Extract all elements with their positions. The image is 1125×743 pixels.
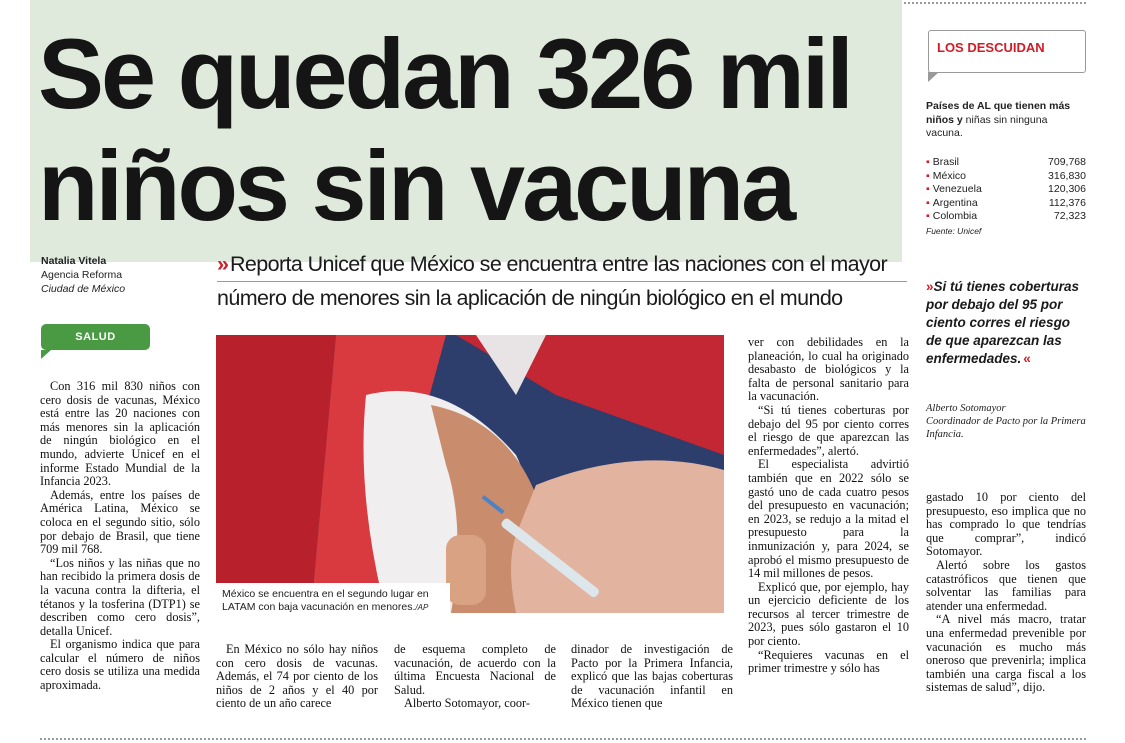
sidebar-table: [926, 156, 1086, 236]
quote-close-chevron-icon: «: [1023, 351, 1028, 366]
paragraph: “Requieres vacunas en el primer trimestre y sólo has: [748, 647, 909, 676]
paragraph: dinador de investigación de Pacto por la Primera Infancia, explicó que las bajas coberturas de vacunación infantil en México tienen que: [571, 642, 733, 711]
attribution-role: Coordinador de Pacto por la Primera Infancia.: [926, 416, 1086, 441]
sidebar-intro-bold: Países de AL que tienen más niños y: [926, 100, 1071, 126]
pull-quote-text: Si tú tienes coberturas por debajo del 95 por ciento corres el riesgo de que aparezcan las enfermedades.: [926, 279, 1080, 366]
headline-line-1: Se quedan 326 mil: [38, 18, 851, 129]
chevron-icon: »: [217, 252, 224, 276]
paragraph: “A nivel más macro, tratar una enfermedad prevenible por vacunación es mucho más oneroso que prevenirla; implica también una carga fiscal a los sistemas de salud”, dijo.: [926, 612, 1086, 695]
byline-author: Natalia Vitela: [41, 255, 107, 267]
body-column-4: [571, 643, 733, 711]
country-name: ▪ México: [926, 170, 966, 184]
paragraph: El especialista advirtió también que en 2022 sólo se gastó uno de cada cuatro pesos del presupuesto en vacunación; en 2023, se redujo a la mitad el presupuesto para la inmunización y, para 2024, se aprobó el mismo presupuesto de 14 mil millones de pesos.: [748, 457, 909, 581]
section-tag-salud: SALUD: [41, 324, 150, 350]
vaccination-photo: [216, 335, 724, 613]
subheadline-line-2: número de menores sin la aplicación de ningún biológico en el mundo: [217, 286, 843, 310]
sidebar-source: Fuente: Unicef: [926, 225, 982, 236]
photo-caption: [216, 583, 450, 618]
sidebar-intro: [926, 100, 1086, 141]
paragraph: “Los niños y las niñas que no han recibido la primera dosis de la vacuna contra la difteria, el tétanos y la tosferina (DTP1) se describen como cero dosis”, detalla Unicef.: [40, 555, 200, 638]
bottom-rule: [40, 738, 1086, 740]
country-name: ▪ Brasil: [926, 156, 959, 170]
child-hand: [446, 535, 486, 605]
nurse-hand: [511, 460, 724, 613]
paragraph: Además, entre los países de América Latina, México se coloca en el segundo sitio, sólo por debajo de Brasil, que tiene 709 mil 768.: [40, 487, 200, 557]
paragraph: Explicó que, por ejemplo, hay un ejercicio deficiente de los recursos al tercer trimestre de 2023, pues sólo gastaron el 10 por ciento.: [748, 579, 909, 649]
paragraph: gastado 10 por ciento del presupuesto, eso implica que no has comprado lo que tendrías que comprar”, indicó Sotomayor.: [926, 490, 1086, 559]
attribution-name: Alberto Sotomayor: [926, 403, 1006, 414]
quote-attribution: [926, 402, 1091, 442]
headline-line-2: niños sin vacuna: [38, 130, 794, 241]
table-row: [926, 210, 1086, 224]
sidebar-intro-rest: niñas sin ninguna vacuna.: [926, 113, 1048, 139]
paragraph: “Si tú tienes coberturas por debajo del 95 por ciento corres el riesgo de que aparezcan las enfermedades”, alertó.: [748, 402, 909, 458]
headline: [38, 18, 898, 242]
photo-credit: /AP: [415, 603, 429, 612]
paragraph: Alertó sobre los gastos catastróficos que tienen que solventar las familias para atender una enfermedad.: [926, 557, 1086, 613]
country-value: 709,768: [1048, 156, 1086, 168]
pull-quote: [926, 278, 1086, 368]
paragraph: En México no sólo hay niños con cero dosis de vacunas. Además, el 74 por ciento de los niños de 2 años y el 40 por ciento de un año carece: [216, 642, 378, 711]
country-name: ▪ Colombia: [926, 210, 977, 224]
body-column-3: [394, 643, 556, 711]
paragraph: Con 316 mil 830 niños con cero dosis de vacunas, México está entre las 20 naciones con más menores sin la aplicación de ningún biológico en el mundo, advierte Unicef en el informe Estado Mundial de la Infancia 2023.: [40, 379, 200, 489]
body-column-1: [40, 380, 200, 693]
byline-agency: Agencia Reforma: [41, 269, 123, 281]
byline-place: Ciudad de México: [41, 283, 126, 295]
paragraph: de esquema completo de vacunación, de acuerdo con la última Encuesta Nacional de Salud.: [394, 642, 556, 697]
country-value: 112,376: [1048, 196, 1086, 209]
paragraph: Alberto Sotomayor, coor-: [404, 696, 530, 711]
country-name: ▪ Argentina: [926, 197, 978, 211]
quote-open-chevron-icon: »: [926, 279, 931, 294]
photo-illustration: [216, 335, 724, 613]
table-row: [926, 170, 1086, 184]
subheadline-line-1-text: Reporta Unicef que México se encuentra entre las naciones con el mayor: [229, 252, 888, 276]
subheadline: [217, 248, 907, 314]
body-column-2: [216, 643, 378, 711]
byline: [41, 254, 125, 296]
table-row: [926, 197, 1086, 211]
country-value: 316,830: [1048, 169, 1086, 182]
sidebar-tag: LOS DESCUIDAN: [928, 30, 1086, 73]
country-value: 72,323: [1053, 210, 1086, 223]
country-value: 120,306: [1048, 183, 1086, 196]
paragraph: ver con debilidades en la planeación, lo cual ha originado desabasto de biológicos y la falta de personal sanitario para la vacunación.: [748, 335, 909, 404]
country-name: ▪ Venezuela: [926, 183, 982, 197]
body-column-6: [926, 491, 1086, 695]
paragraph: El organismo indica que para calcular el número de niños cero dosis se utiliza una medida aproximada.: [40, 637, 200, 693]
subheadline-line-1: [217, 248, 907, 282]
photo-caption-text: México se encuentra en el segundo lugar en LATAM con baja vacunación en menores.: [222, 588, 429, 613]
table-row: [926, 156, 1086, 170]
body-column-5: [748, 336, 909, 676]
table-row: [926, 183, 1086, 197]
